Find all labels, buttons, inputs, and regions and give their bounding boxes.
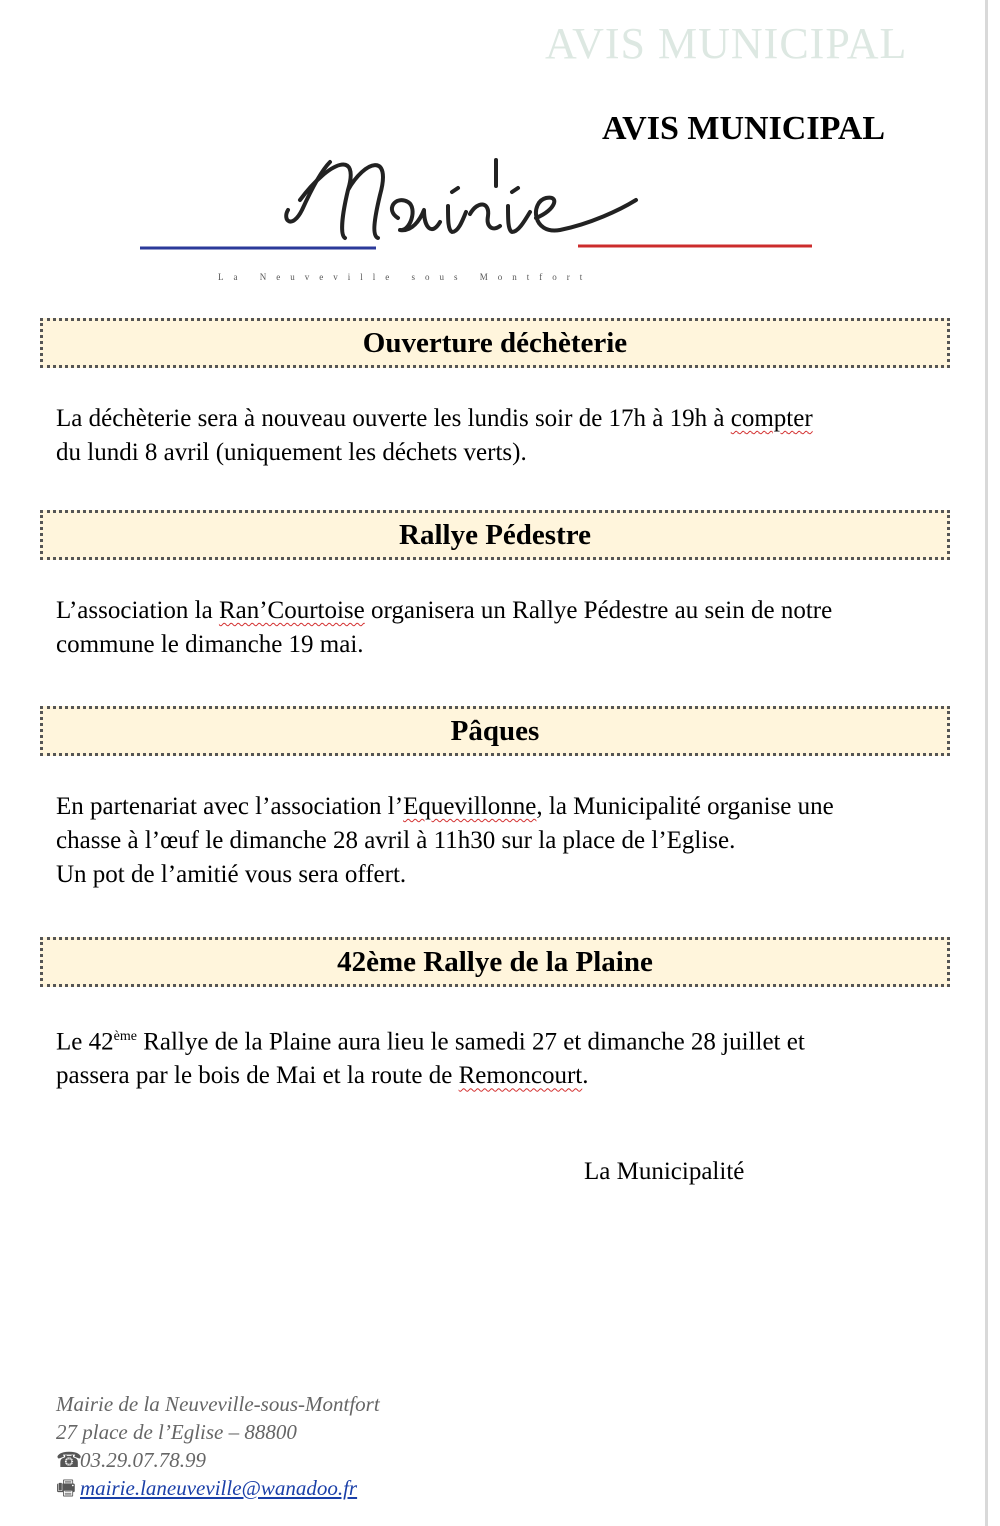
section-title-rallye-pedestre: Rallye Pédestre [40, 510, 950, 560]
watermark: AVIS MUNICIPAL [545, 19, 908, 68]
section-title-rallye-plaine: 42ème Rallye de la Plaine [40, 937, 950, 987]
section-title-paques: Pâques [40, 706, 950, 756]
paragraph-line [56, 594, 934, 628]
phone-number: 03.29.07.78.99 [80, 1448, 206, 1472]
header-title: AVIS MUNICIPAL [602, 110, 886, 147]
mairie-logo [0, 140, 1000, 270]
text-run: En partenariat avec l’association l’ [56, 793, 404, 820]
email-link[interactable]: mairie.laneuveville@wanadoo.fr [80, 1476, 358, 1500]
text-run: Le 42 [56, 1028, 114, 1056]
text-run: . [582, 1062, 589, 1090]
logo-script-wordmark [286, 160, 636, 238]
logo-subtitle: La Neuveville sous Montfort [218, 272, 593, 282]
text-run: Rallye de la Plaine aura lieu le samedi 27 et dimanche 28 juillet et [136, 1028, 805, 1056]
text-run: L’association la [56, 597, 219, 624]
paragraph-line [56, 1059, 934, 1093]
paragraph-line [56, 1020, 934, 1059]
footer-address: 27 place de l’Eglise – 88800 [56, 1420, 297, 1444]
section-title-dechetterie: Ouverture déchèterie [40, 318, 950, 368]
paragraph-line [56, 790, 934, 824]
footer-name: Mairie de la Neuveville-sous-Montfort [56, 1392, 380, 1416]
text-run: passera par le bois de Mai et la route de [56, 1062, 459, 1090]
phone-icon: ☎ [56, 1448, 83, 1472]
section-body-dechetterie [56, 402, 934, 470]
paragraph-line: chasse à l’œuf le dimanche 28 avril à 11h30 sur la place de l’Eglise. [56, 827, 736, 854]
section-body-paques [56, 790, 934, 892]
superscript: ème [113, 1029, 137, 1044]
text-run: organisera un Rallye Pédestre au sein de notre [364, 597, 833, 624]
fax-email-icon: 🖷 [56, 1476, 76, 1500]
spellcheck-word: Ran’Courtoise [218, 597, 365, 624]
paragraph-line [56, 402, 934, 436]
text-run: , la Municipalité organise une [536, 793, 834, 820]
footer-contact [56, 1390, 380, 1502]
paragraph-line: du lundi 8 avril (uniquement les déchets verts). [56, 439, 527, 466]
footer-phone [56, 1446, 380, 1474]
spellcheck-word: compter [730, 405, 813, 432]
paragraph-line: Un pot de l’amitié vous sera offert. [56, 861, 407, 888]
section-body-rallye-pedestre [56, 594, 934, 662]
paragraph-line: commune le dimanche 19 mai. [56, 631, 364, 658]
spellcheck-word: Equevillonne [403, 793, 537, 820]
signature: La Municipalité [584, 1158, 745, 1185]
text-run: La déchèterie sera à nouveau ouverte les lundis soir de 17h à 19h à [56, 405, 731, 432]
footer-email [56, 1474, 380, 1502]
section-body-rallye-plaine [56, 1020, 934, 1093]
spellcheck-word: Remoncourt [458, 1062, 583, 1090]
